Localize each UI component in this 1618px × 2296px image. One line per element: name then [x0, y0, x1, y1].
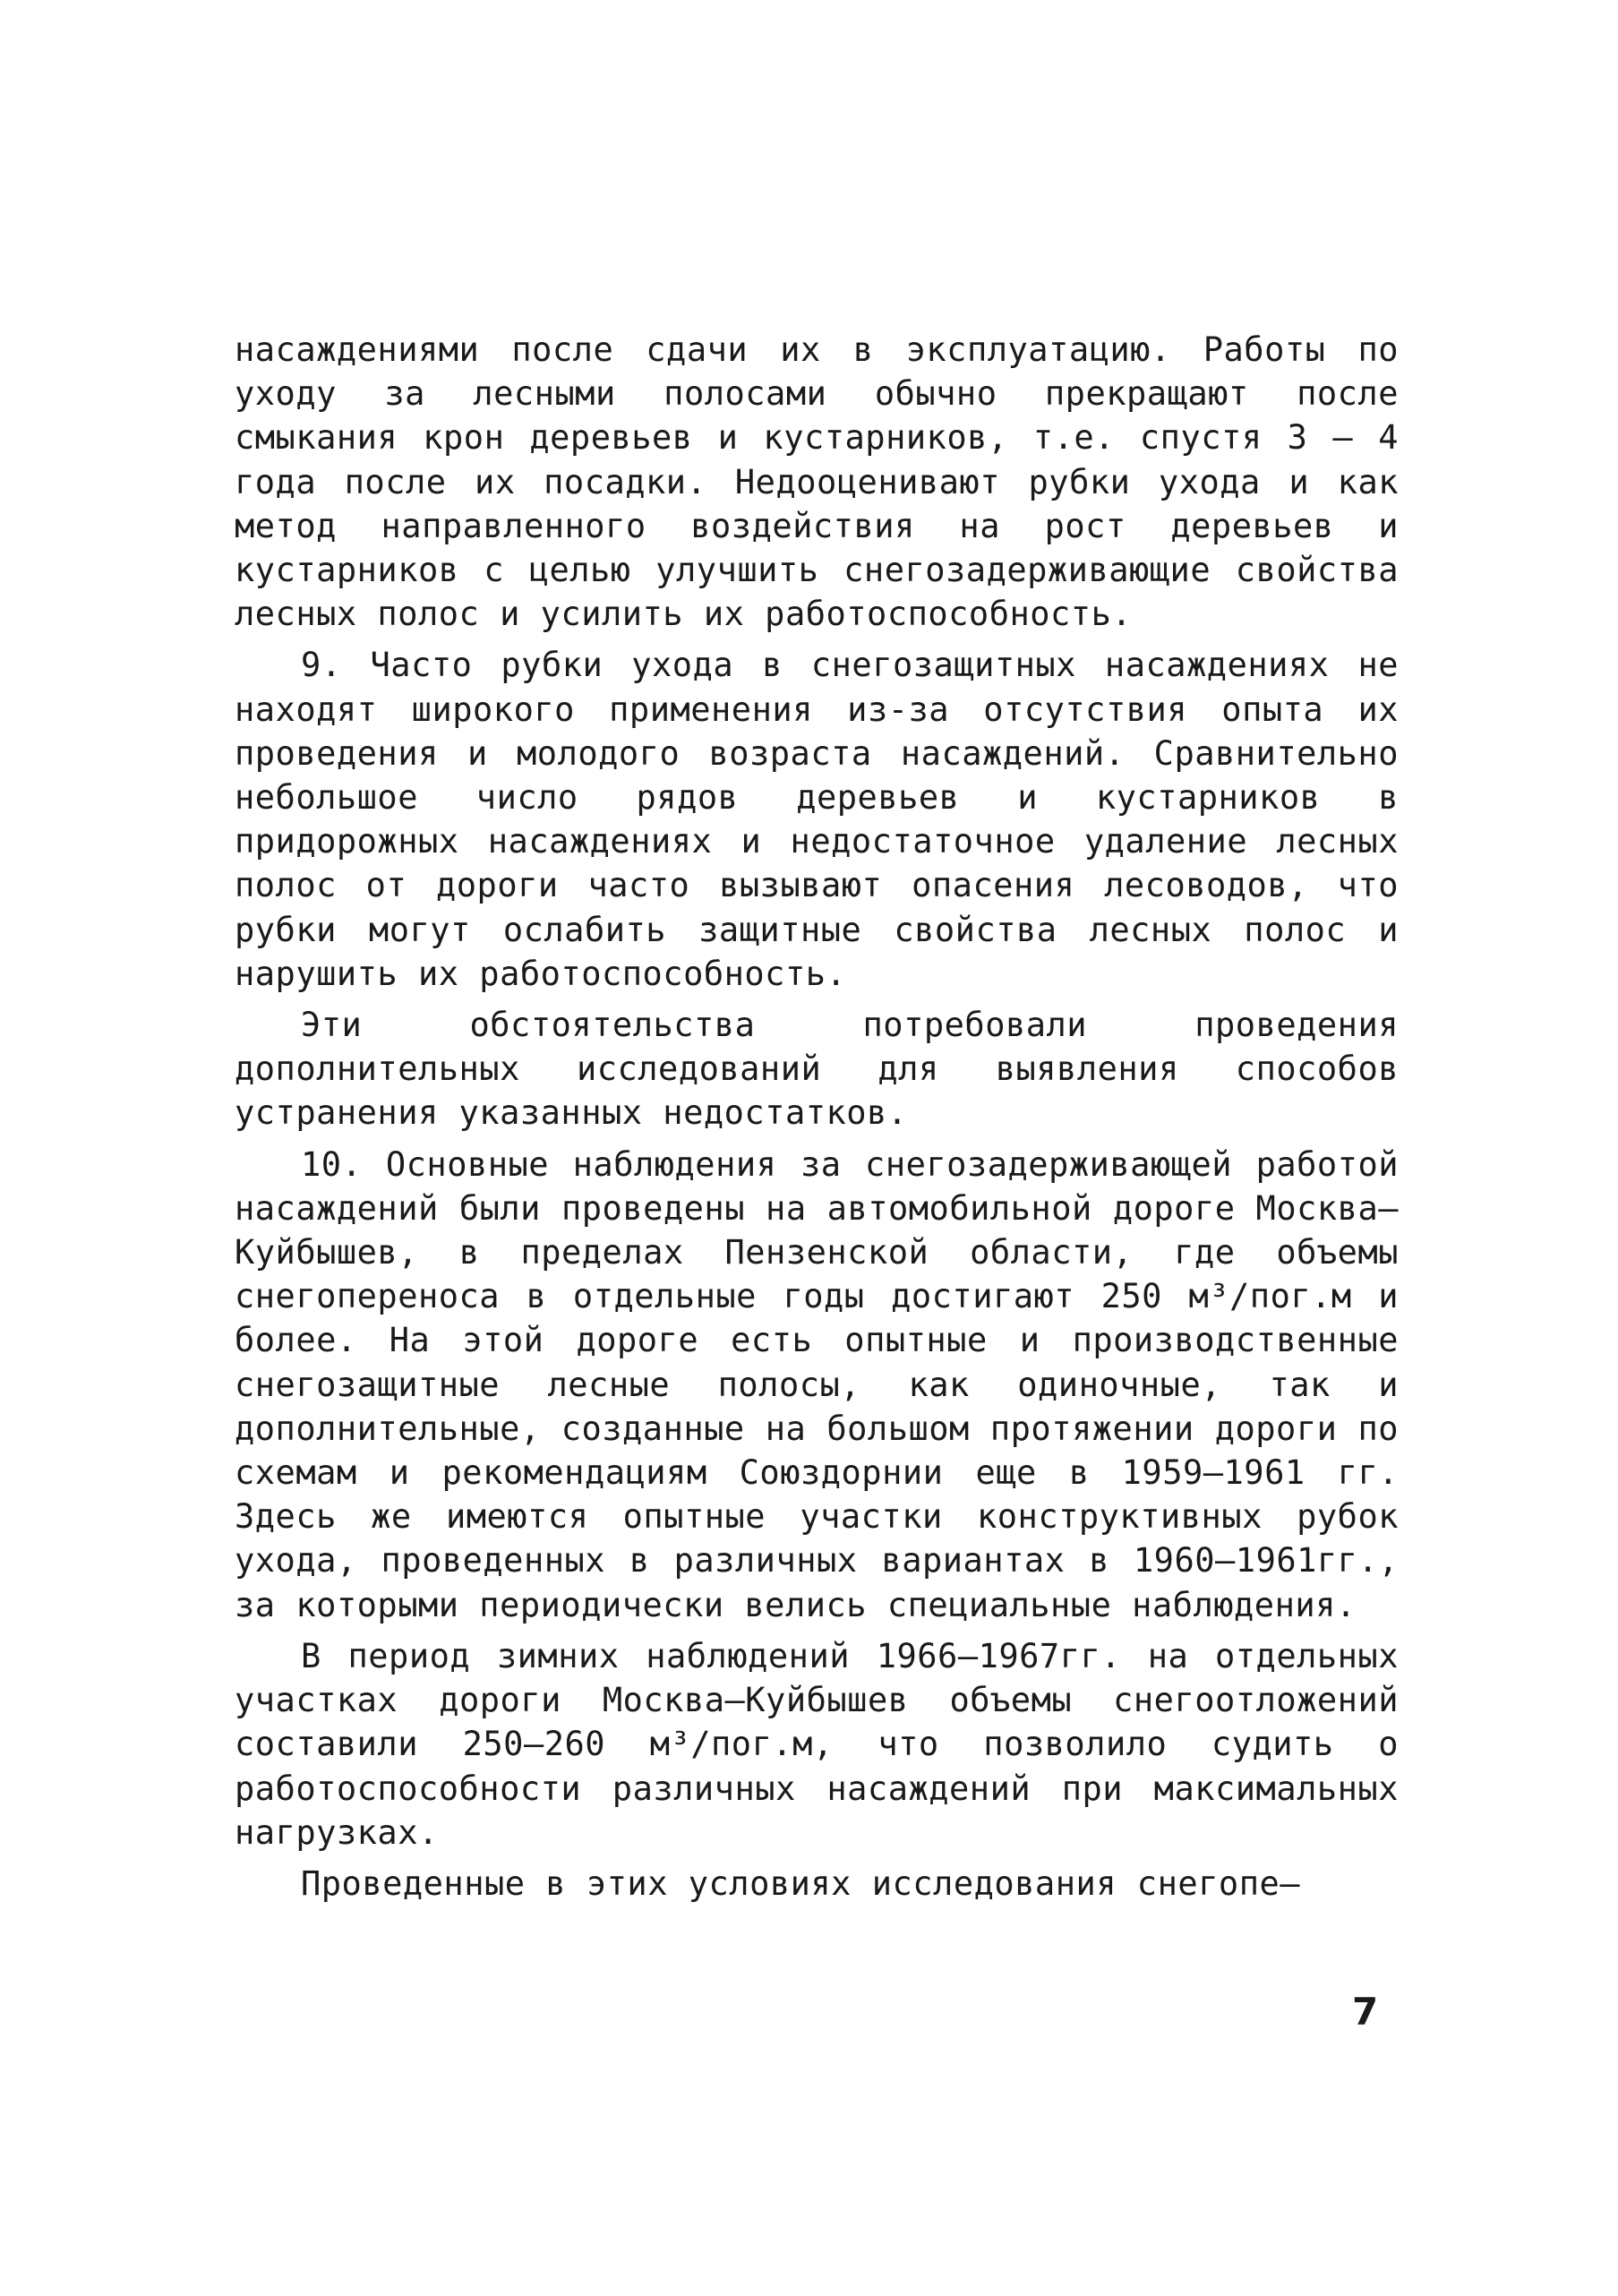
body-text — [235, 328, 1399, 1913]
paragraph-3: Эти обстоятельства потребовали проведения дополнительных исследований для выявления способов устранения указанных недостатков. — [235, 1006, 1399, 1133]
paragraph-2: 9. Часто рубки ухода в снегозащитных насаждениях не находят широкого применения из-за отсутствия опыта их проведения и молодого возраста насаждений. Сравнительно небольшое число рядов деревьев и кустарников в придорожных насаждениях и недостаточное удаление лесных полос от дороги часто вызывают опасения лесоводов, что рубки могут ослабить защитные свойства лесных полос и нарушить их работоспособность. — [235, 646, 1399, 993]
paragraph-5: В период зимних наблюдений 1966–1967гг. на отдельных участках дороги Москва–Куйбышев объемы снегоотложений составили 250–260 м³/пог.м, что позволило судить о работоспособности различных насаждений при максимальных нагрузках. — [235, 1636, 1399, 1852]
paragraph-4: 10. Основные наблюдения за снегозадерживающей работой насаждений были проведены на автомобильной дороге Москва–Куйбышев, в пределах Пензенской области, где объемы снегопереноса в отдельные годы достигают 250 м³/пог.м и более. На этой дороге есть опытные и производственные снегозащитные лесные полосы, как одиночные, так и дополнительные, созданные на большом протяжении дороги по схемам и рекомендациям Союздорнии еще в 1959–1961 гг. Здесь же имеются опытные участки конструктивных рубок ухода, проведенных в различных вариантах в 1960–1961гг., за которыми периодически велись специальные наблюдения. — [235, 1144, 1399, 1624]
paragraph-6: Проведенные в этих условиях исследования снегопе– — [301, 1863, 1301, 1903]
page-number: 7 — [1352, 1990, 1379, 2034]
paragraph-1: насаждениями после сдачи их в эксплуатацию. Работы по уходу за лесными полосами обычно прекращают после смыкания крон деревьев и кустарников, т.е. спустя 3 – 4 года после их посадки. Недооценивают рубки ухода и как метод направленного воздействия на рост деревьев и кустарников с целью улучшить снегозадерживающие свойства лесных полос и усилить их работоспособность. — [235, 330, 1399, 634]
